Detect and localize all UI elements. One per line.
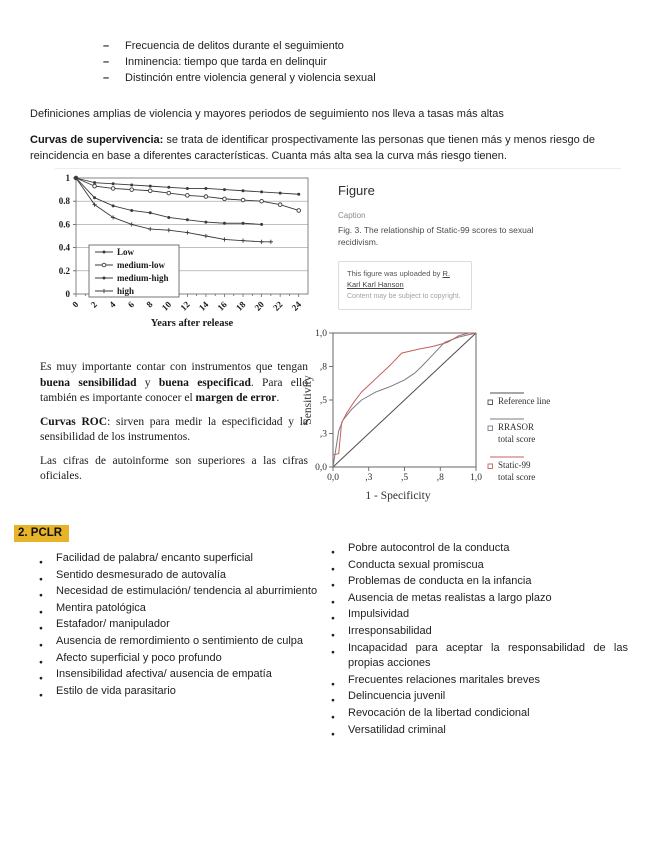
svg-text:8: 8 — [144, 299, 155, 310]
svg-text:0.8: 0.8 — [58, 196, 70, 207]
pclr-item: ● Estafador/ manipulador — [38, 617, 330, 633]
svg-text:0,0: 0,0 — [315, 463, 327, 473]
pclr-item: ● Problemas de conducta en la infancia — [330, 574, 628, 590]
pclr-item: ● Ausencia de remordimiento o sentimiento de culpa — [38, 634, 330, 650]
svg-text:total score: total score — [498, 434, 536, 444]
svg-text:0: 0 — [70, 299, 81, 310]
followup-criteria-list — [125, 38, 605, 86]
notes-paragraph-autoinforme: Las cifras de autoinforme son superiores a las cifras oficiales. — [40, 454, 308, 482]
pclr-item: ● Irresponsabilidad — [330, 624, 628, 640]
pclr-item: ● Incapacidad para aceptar la responsabilidad de las propias acciones — [330, 641, 628, 672]
pclr-items-right-column — [330, 541, 628, 739]
figure-upload-text: This figure was uploaded by — [347, 268, 443, 278]
definitions-paragraph: Definiciones amplias de violencia y mayores periodos de seguimiento nos lleva a tasas más altas — [30, 108, 504, 120]
svg-text:14: 14 — [196, 299, 211, 313]
svg-text:1 - Specificity: 1 - Specificity — [365, 490, 431, 502]
figure-caption-text: Fig. 3. The relationship of Static-99 scores to sexual recidivism. — [338, 225, 534, 247]
svg-text:Static-99: Static-99 — [498, 460, 531, 470]
figure-title: Figure — [338, 183, 375, 198]
pclr-item: ● Necesidad de estimulación/ tendencia al aburrimiento — [38, 584, 330, 600]
svg-text:,5: ,5 — [400, 473, 409, 483]
svg-text:0,0: 0,0 — [327, 473, 339, 483]
pclr-item: ● Ausencia de metas realistas a largo plazo — [330, 591, 628, 607]
svg-text:0: 0 — [65, 289, 70, 299]
svg-text:1,0: 1,0 — [470, 473, 482, 483]
svg-text:20: 20 — [252, 299, 267, 313]
followup-criteria-item: – Frecuencia de delitos durante el seguimiento — [125, 38, 605, 54]
pclr-item: ● Revocación de la libertad condicional — [330, 706, 628, 722]
svg-text:24: 24 — [289, 299, 304, 313]
roc-curve-chart — [298, 326, 650, 526]
svg-text:Years after release: Years after release — [150, 318, 234, 329]
notes-paragraph-curvas-roc: Curvas ROC: sirven para medir la especificidad y la sensibilidad de los instrumentos. — [40, 415, 309, 443]
followup-criteria-item: – Inminencia: tiempo que tarda en delinquir — [125, 54, 605, 70]
figure-panel — [338, 183, 623, 310]
svg-text:0.4: 0.4 — [58, 242, 70, 253]
pclr-item: ● Delincuencia juvenil — [330, 689, 628, 705]
svg-text:,3: ,3 — [365, 473, 373, 483]
svg-text:22: 22 — [271, 299, 285, 313]
figure-upload-box — [338, 261, 472, 310]
svg-text:high: high — [117, 286, 135, 296]
svg-text:total score: total score — [498, 472, 536, 482]
svg-text:Low: Low — [117, 247, 135, 257]
pclr-heading: 2. PCLR — [14, 525, 69, 542]
svg-text:Reference line: Reference line — [498, 396, 551, 406]
survival-curves-paragraph: Curvas de supervivencia: se trata de identificar prospectivamente las personas que tienen más y menos riesgo de reincidencia en base a diferentes características. Cuanta más alta sea la curva más riesgo tienen. — [30, 134, 595, 162]
pclr-item: ● Versatilidad criminal — [330, 723, 628, 739]
figure-copyright-note: Content may be subject to copyright. — [347, 293, 461, 301]
svg-text:0.6: 0.6 — [58, 219, 70, 230]
svg-text:1,0: 1,0 — [315, 329, 327, 339]
svg-text:2: 2 — [88, 299, 99, 310]
pclr-items-left-column — [38, 551, 330, 700]
svg-text:,3: ,3 — [319, 429, 327, 440]
uploader-link[interactable]: R. Karl Karl Hanson — [347, 268, 450, 290]
svg-text:Sensitivity: Sensitivity — [302, 375, 314, 425]
svg-text:4: 4 — [107, 299, 118, 310]
figure-caption-label: Caption — [338, 211, 366, 220]
notes-paragraph-sensibilidad: Es muy importante contar con instrumentos que tengan buena sensibilidad y buena especificad. Para ello también es importante conocer el margen de error. — [40, 361, 309, 404]
divider-line — [55, 168, 621, 169]
followup-criteria-item: – Distinción entre violencia general y violencia sexual — [125, 70, 605, 86]
svg-text:6: 6 — [125, 299, 137, 310]
svg-text:medium-low: medium-low — [117, 260, 165, 270]
pclr-item: ● Facilidad de palabra/ encanto superficial — [38, 551, 330, 567]
svg-text:,5: ,5 — [319, 396, 327, 406]
pclr-item: ● Mentira patológica — [38, 601, 330, 617]
pclr-item: ● Insensibilidad afectiva/ ausencia de empatía — [38, 667, 330, 683]
roc-notes-block — [40, 360, 308, 493]
svg-text:1: 1 — [65, 174, 70, 183]
pclr-item: ● Pobre autocontrol de la conducta — [330, 541, 628, 557]
svg-text:RRASOR: RRASOR — [498, 422, 535, 432]
svg-text:10: 10 — [159, 299, 174, 313]
svg-text:0.2: 0.2 — [58, 265, 70, 276]
pclr-item: ● Conducta sexual promiscua — [330, 558, 628, 574]
pclr-item: ● Estilo de vida parasitario — [38, 684, 330, 700]
svg-text:16: 16 — [215, 299, 229, 313]
svg-text:medium-high: medium-high — [117, 273, 169, 283]
svg-text:12: 12 — [178, 299, 192, 313]
pclr-item: ● Afecto superficial y poco profundo — [38, 651, 330, 667]
pclr-item: ● Impulsividad — [330, 607, 628, 623]
pclr-item: ● Frecuentes relaciones maritales breves — [330, 673, 628, 689]
survival-curves-chart — [40, 174, 340, 340]
pclr-item: ● Sentido desmesurado de autovalía — [38, 568, 330, 584]
svg-text:18: 18 — [234, 299, 248, 313]
svg-text:,8: ,8 — [319, 362, 327, 373]
svg-text:,8: ,8 — [436, 473, 444, 483]
